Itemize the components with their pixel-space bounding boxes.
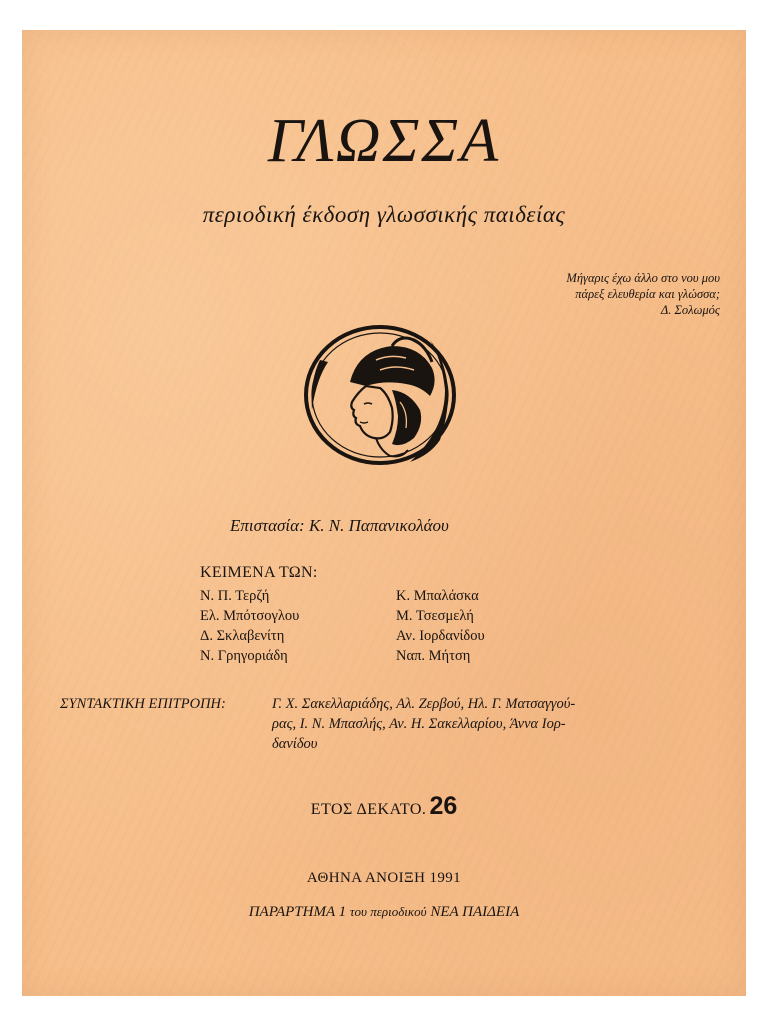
epigraph-line-1: Μήγαρις έχω άλλο στο νου μου [566,271,720,285]
authors-right-column [396,586,485,666]
athena-coin-icon [280,320,480,470]
committee-line-2: ρας, Ι. Ν. Μπασλής, Αν. Η. Σακελλαρίου, Άννα Ιορ- [272,716,566,732]
journal-title: ΓΛΩΣΣΑ [267,107,501,175]
author-name: Ν. Γρηγοριάδη [200,648,288,664]
issue-number: 26 [429,792,458,820]
epigraph-line-2: πάρεξ ελευθερία και γλώσσα; [575,287,720,301]
author-name: Ν. Π. Τερζή [200,588,270,604]
author-name: Ναπ. Μήτση [396,648,471,664]
supplement-part-3: ΝΕΑ ΠΑΙΔΕΙΑ [430,904,520,920]
texts-heading: ΚΕΙΜΕΝΑ ΤΩΝ: [200,564,318,581]
author-name: Αν. Ιορδανίδου [396,628,485,644]
editorial-committee [60,694,720,754]
author-name: Δ. Σκλαβενίτη [200,628,285,644]
epigraph-author: Δ. Σολωμός [660,303,720,317]
volume-year [22,792,746,821]
author-name: Μ. Τσεσμελή [396,608,474,624]
authors-left-column [200,586,299,666]
committee-line-1: Γ. Χ. Σακελλαριάδης, Αλ. Ζερβού, Ηλ. Γ. Ματσαγγού- [272,696,576,712]
author-name: Ελ. Μπότσογλου [200,608,300,624]
supplement-note [22,904,746,921]
place-and-date: ΑΘΗΝΑ ΑΝΟΙΞΗ 1991 [306,870,462,886]
journal-cover [22,30,746,996]
supplement-part-1: ΠΑΡΑΡΤΗΜΑ 1 [248,904,347,920]
year-label: ΕΤΟΣ ΔΕΚΑΤΟ. [310,801,427,818]
journal-subtitle: περιοδική έκδοση γλωσσικής παιδείας [202,202,566,227]
author-name: Κ. Μπαλάσκα [396,588,479,604]
committee-names [272,694,712,754]
editor-credit: Επιστασία: Κ. Ν. Παπανικολάου [230,516,449,535]
epigraph [566,270,720,318]
committee-line-3: δανίδου [272,736,318,752]
supplement-part-2: του περιοδικού [349,904,427,919]
committee-label: ΣΥΝΤΑΚΤΙΚΗ ΕΠΙΤΡΟΠΗ: [60,696,226,712]
